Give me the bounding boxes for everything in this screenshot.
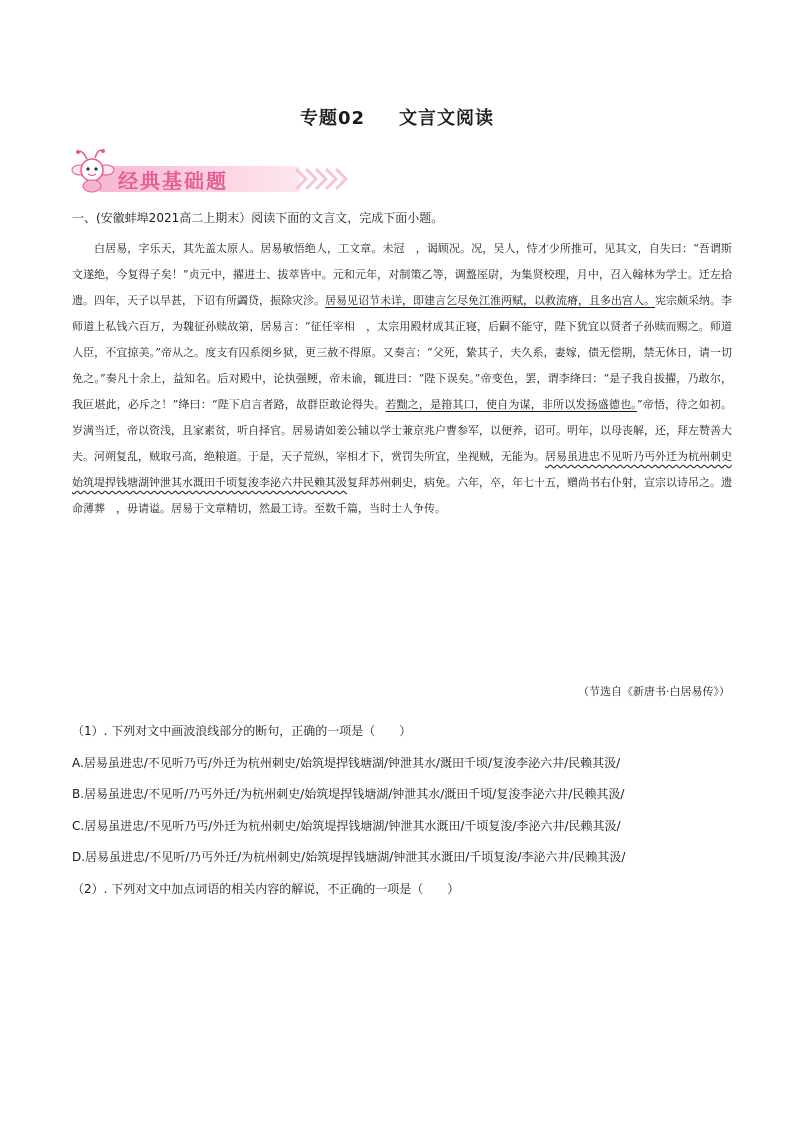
question-1: （1）. 下列对文中画波浪线部分的断句，正确的一项是（ ） <box>72 724 412 738</box>
banner-label: 经典基础题 <box>118 169 228 193</box>
page-title <box>0 104 794 130</box>
wavy-underlined-passage: 居易虽进忠不见听乃丐外迁为杭州刺史始筑堤捍钱塘湖钟泄其水溉田千顷复浚李泌六井民赖其汲 <box>72 450 732 489</box>
bee-icon <box>70 146 120 196</box>
option-b: B.居易虽进忠/不见听/乃丐外迁/为杭州刺史/始筑堤捍钱塘湖/钟泄其水/溉田千顷/复浚李泌六井/民赖其汲/ <box>72 787 625 801</box>
option-a: A.居易虽进忠/不见听乃丐/外迁为杭州刺史/始筑堤捍钱塘湖/钟泄其水/溉田千顷/复浚李泌六井/民赖其汲/ <box>72 755 621 770</box>
passage-text: ”帝悟，待之如初。岁满当迁，帝以资浅，且家素贫，听自择官。居易请如姜公辅以学士兼京兆户曹参军，以便养，诏可。明年，以母丧解，还，拜左赞善大夫。河朔复乱，贼取弓高，绝粮道。于是，天子荒纵，宰相才下，赏罚失所宜，坐视贼，无能为。 <box>72 398 733 463</box>
chevron-right-icon <box>292 166 352 192</box>
option-d: D.居易虽进忠/不见听/乃丐外迁/为杭州刺史/始筑堤捍钱塘湖/钟泄其水溉田/千顷复浚/李泌六井/民赖其汲/ <box>72 850 626 864</box>
section-intro: 一、(安徽蚌埠2021高二上期末）阅读下面的文言文，完成下面小题。 <box>72 211 444 225</box>
passage-text: 宪宗颇采纳。李师道上私钱六百万，为魏征孙赎故第，居易言：“征任宰相 ，太宗用殿材成其正寝，后嗣不能守，陛下犹宜以贤者子孙赎而赐之。师道人臣，不宜掠美。”帝从之。度支有囚系阌乡狱，更三赦不得原。又奏言：“父死，絷其子，夫久系，妻嫁，债无偿期，禁无休日，请一切免之。”奏凡十余上，益知名。后对殿中，论执强鲠，帝未谕，辄进曰：“陛下误矣。”帝变色，罢，谓李绛曰：“是子我自拔擢，乃敢尔，我叵堪此，必斥之！”绛曰：“陛下启言者路，故群臣敢论得失。 <box>72 294 732 411</box>
section-banner <box>70 146 330 196</box>
title-topic: 文言文阅读 <box>399 108 495 129</box>
passage-text: 复拜苏州刺史，病免。六年，卒，年七十五，赠尚书右仆射，宣宗以诗吊之。遗命薄葬 ，毋请谥。居易于文章精切，然最工诗。至数千篇，当时士人争传。 <box>72 476 732 515</box>
questions <box>72 716 732 905</box>
passage-paragraph <box>72 236 732 522</box>
passage-text: 白居易，字乐天，其先盖太原人。居易敏悟绝人，工文章。未冠 ，谒顾况。况，吴人，恃才少所推可，见其文，自失曰：“吾谓斯文遂绝，今复得子矣！”贞元中，擢进士、拔萃皆中。元和元年，对制策乙等，调盩厔尉，为集贤校理，月中，召入翰林为学士。迁左拾遗。四年，天子以旱甚，下诏有所蠲贷，振除灾沴。 <box>72 242 732 307</box>
underlined-sentence-2: 若黜之，是箝其口，使自为谋，非所以发扬盛德也。 <box>385 398 637 411</box>
passage-source: （节选自《新唐书·白居易传》） <box>578 685 730 698</box>
option-c: C.居易虽进忠/不见听乃丐/外迁为杭州刺史/始筑堤捍钱塘湖/钟泄其水溉田/千顷复浚/李泌六井/民赖其汲/ <box>72 818 621 833</box>
question-2: （2）. 下列对文中加点词语的相关内容的解说，不正确的一项是（ ） <box>72 881 460 896</box>
underlined-sentence-1: 居易见诏节未详，即建言乞尽免江淮两赋，以救流瘠，且多出宫人。 <box>325 294 655 307</box>
title-label: 专题02 <box>299 108 366 129</box>
passage <box>72 236 732 522</box>
